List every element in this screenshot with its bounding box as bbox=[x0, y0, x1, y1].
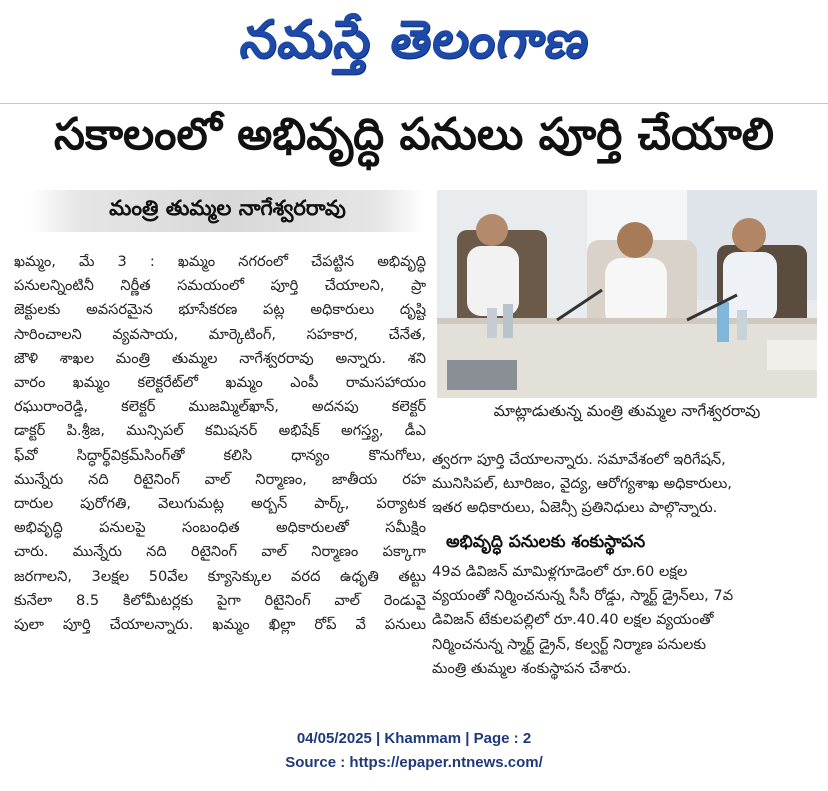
body-line: డాక్టర్ పి.శ్రీజ, మున్సిపల్ కమిషనర్ అభిషేక్ అగస్త్య, డీఎ bbox=[14, 422, 426, 440]
article-body-right bbox=[432, 448, 816, 521]
body-line: మున్నేరు నది రిటైనింగ్ వాల్ నిర్మాణం, జాతీయ రహ bbox=[14, 470, 426, 488]
subheadline-banner bbox=[30, 190, 425, 232]
footer-source-line: Source : https://epaper.ntnews.com/ bbox=[285, 754, 543, 771]
masthead bbox=[0, 0, 828, 92]
body-line: వ్యయంతో నిర్మించనున్న సీసీ రోడ్డు, స్మార్ట్ డ్రైన్‌లు, 7వ bbox=[432, 587, 734, 605]
article-body-left bbox=[14, 250, 426, 637]
article-body-right-section bbox=[432, 560, 816, 681]
body-line: పనులన్నింటినీ నిర్ణీత సమయంలో పూర్తి చేయాలని, ప్రా bbox=[14, 277, 426, 295]
body-line: ఫ్‌వో సిద్ధార్థ్‌విక్రమ్‌సింగ్‌తో కలిసి ధాన్యం కొనుగోలు, bbox=[14, 446, 426, 464]
body-line: చారు. మున్నేరు నది రిటైనింగ్ వాల్ నిర్మాణం పక్కాగా bbox=[14, 543, 426, 561]
body-line: మంత్రి తుమ్మల శంకుస్థాపన చేశారు. bbox=[432, 659, 632, 677]
body-line: కునేలా 8.5 కిలోమీటర్లకు పైగా రిటైనింగ్ వాల్ రెండువై bbox=[14, 591, 426, 609]
meeting-photo-illustration bbox=[437, 190, 817, 398]
body-line: నిర్మించనున్న స్మార్ట్ డ్రైన్, కల్వర్ట్ నిర్మాణ పనులకు bbox=[432, 635, 707, 653]
body-line: మునిసిపల్, టూరిజం, వైద్య, ఆరోగ్యశాఖ అధికారులు, bbox=[432, 475, 732, 493]
body-line: సారించాలని వ్యవసాయ, మార్కెటింగ్, సహకార, చేనేత, bbox=[14, 325, 426, 343]
body-line: పులా పూర్తి చేయాలన్నారు. ఖమ్మం ఖిల్లా రోప్ వే పనులు bbox=[14, 616, 426, 634]
masthead-title: నమస్తే తెలంగాణ bbox=[236, 9, 594, 70]
subheadline-text: మంత్రి తుమ్మల నాగేశ్వరరావు bbox=[109, 196, 346, 220]
meeting-photo bbox=[437, 190, 817, 398]
photo-caption bbox=[437, 398, 817, 428]
body-line: డివిజన్ టేకులపల్లిలో రూ.40.40 లక్షల వ్యయంతో bbox=[432, 611, 714, 629]
footer-date-line: 04/05/2025 | Khammam | Page : 2 bbox=[296, 730, 532, 747]
body-line: రఘురాంరెడ్డి, కలెక్టర్ ముజమ్మిల్‌ఖాన్, అదనపు కలెక్టర్ bbox=[14, 398, 426, 416]
body-line: వారం ఖమ్మం కలెక్టరేట్‌లో ఖమ్మం ఎంపీ రామసహాయం bbox=[14, 374, 426, 392]
photo-caption-text: మాట్లాడుతున్న మంత్రి తుమ్మల నాగేశ్వరరావు bbox=[493, 402, 761, 420]
body-line: ఖమ్మం, మే 3 : ఖమ్మం నగరంలో చేపట్టిన అభివృద్ధి bbox=[14, 253, 426, 270]
body-line: జౌళి శాఖల మంత్రి తుమ్మల నాగేశ్వరరావు అన్నారు. శని bbox=[14, 349, 426, 367]
body-line: జెక్టులకు అవసరమైన భూసేకరణ పట్ల అధికారులు దృష్టి bbox=[14, 301, 426, 319]
section-heading bbox=[446, 530, 786, 558]
section-heading-text: అభివృద్ధి పనులకు శంకుస్థాపన bbox=[446, 532, 646, 552]
body-line: ఇతర అధికారులు, ఏజెన్సీ ప్రతినిధులు పాల్గొన్నారు. bbox=[432, 499, 718, 517]
body-line: దారుల పురోగతి, వెలుగుమట్ల అర్బన్ పార్క్, పర్యాటక bbox=[14, 495, 426, 513]
body-line: జరగాలని, 3లక్షల 50వేల క్యూసెక్కుల వరద ఉధృతి తట్టు bbox=[14, 567, 426, 585]
headline-text: సకాలంలో అభివృద్ధి పనులు పూర్తి చేయాలి bbox=[53, 109, 775, 160]
body-line: 49వ డివిజన్ మామిళ్లగూడెంలో రూ.60 లక్షల bbox=[432, 563, 688, 580]
masthead-divider bbox=[0, 103, 828, 104]
body-line: అభివృద్ధి పనులపై సంబంధిత అధికారులతో సమీక్షిం bbox=[14, 519, 426, 537]
headline bbox=[0, 108, 828, 172]
body-line: త్వరగా పూర్తి చేయాలన్నారు. సమావేశంలో ఇరిగేషన్, bbox=[432, 451, 726, 468]
